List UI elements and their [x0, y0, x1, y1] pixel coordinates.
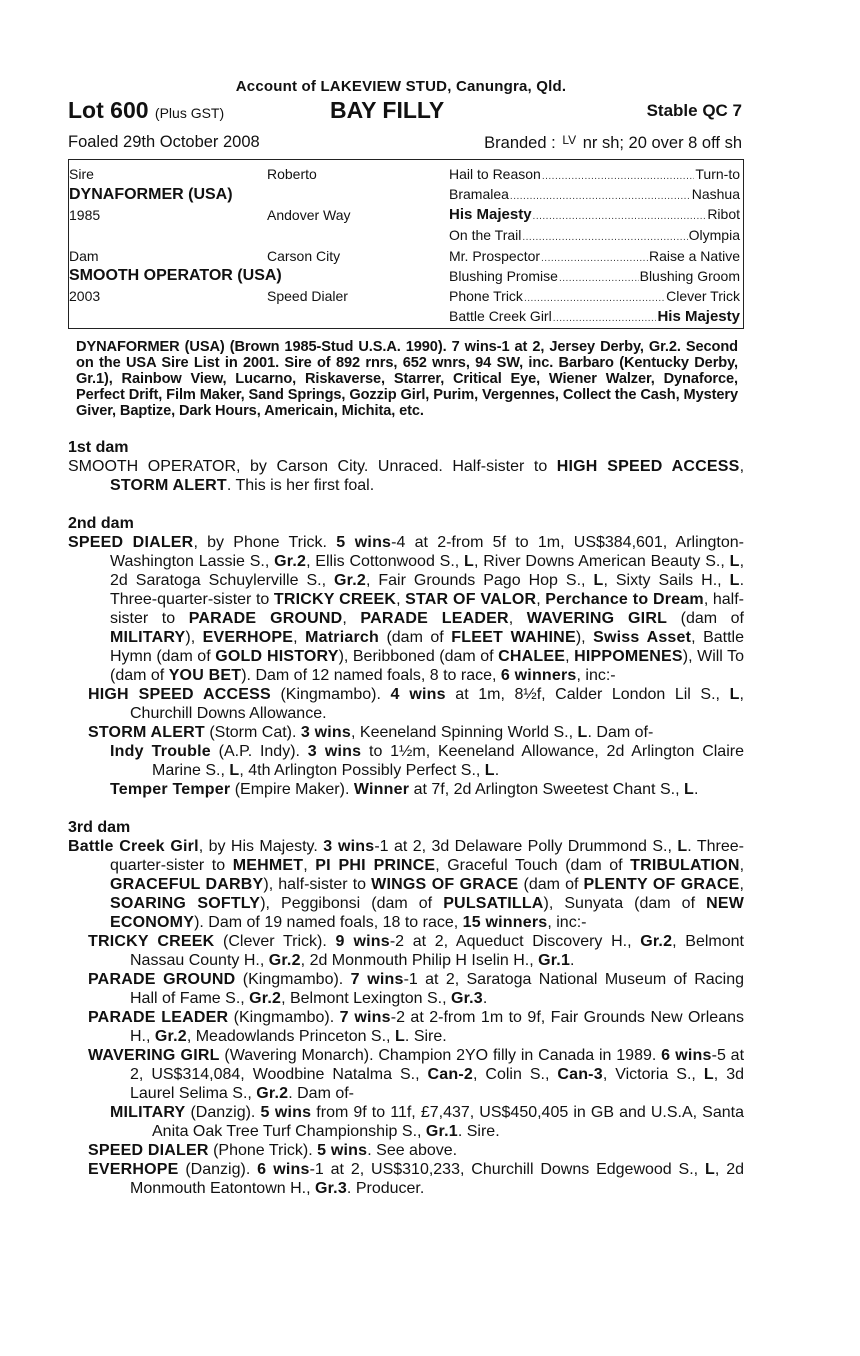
- dam-year: 2003: [69, 288, 101, 304]
- ancestor-name: His Majesty: [449, 206, 532, 223]
- family-entry: HIGH SPEED ACCESS (Kingmambo). 4 wins at 1m, 8½f, Calder London Lil S., L, Churchill Downs Allowance.: [88, 686, 744, 722]
- lot-line: [68, 97, 744, 127]
- family-entry: SMOOTH OPERATOR, by Carson City. Unraced. Half-sister to HIGH SPEED ACCESS, STORM ALERT. This is her first foal.: [68, 458, 745, 494]
- ancestor-name: Battle Creek Girl: [449, 308, 552, 324]
- catalogue-page: [68, 78, 744, 1198]
- sire-name: DYNAFORMER (USA): [69, 186, 233, 203]
- pedigree-table: [68, 159, 744, 329]
- family-entry: PARADE LEADER (Kingmambo). 7 wins-2 at 2-from 1m to 9f, Fair Grounds New Orleans H., Gr.2, Meadowlands Princeton S., L. Sire.: [88, 1009, 744, 1045]
- dam-label: Dam: [69, 248, 99, 264]
- family-entry: SPEED DIALER, by Phone Trick. 5 wins-4 at 2-from 5f to 1m, US$384,601, Arlington-Washington Lassie S., Gr.2, Ellis Cottonwood S., L, River Downs American Beauty S., L, 2d Saratoga Schuylerville S., Gr.2, Fair Grounds Pago Hop S., L, Sixty Sails H., L. Three-quarter-sister to TRICKY CREEK, STAR OF VALOR, Perchance to Dream, half-sister to PARADE GROUND, PARADE LEADER, WAVERING GIRL (dam of MILITARY), EVERHOPE, Matriarch (dam of FLEET WAHINE), Swiss Asset, Battle Hymn (dam of GOLD HISTORY), Beribboned (dam of CHALEE, HIPPOMENES), Will To (dam of YOU BET). Dam of 12 named foals, 8 to race, 6 winners, inc:-: [68, 534, 745, 684]
- ancestor-row: [449, 166, 740, 182]
- ancestor-parent: Turn-to: [695, 166, 740, 182]
- ancestor-parent: Blushing Groom: [639, 268, 740, 284]
- section-heading: 1st dam: [68, 439, 129, 456]
- lot-label: Lot 600: [68, 97, 149, 123]
- foaled-date: Foaled 29th October 2008: [68, 133, 260, 151]
- branded-text: nr sh; 20 over 8 off sh: [582, 134, 742, 152]
- dam-sections: [68, 439, 744, 1198]
- gst-note: (Plus GST): [154, 105, 225, 121]
- dam-name: SMOOTH OPERATOR (USA): [69, 267, 282, 284]
- ancestor-name: On the Trail: [449, 227, 522, 243]
- family-entry: TRICKY CREEK (Clever Trick). 9 wins-2 at 2, Aqueduct Discovery H., Gr.2, Belmont Nassau County H., Gr.2, 2d Monmouth Philip H Iselin H., Gr.1.: [88, 933, 744, 969]
- ancestor-row: [449, 227, 740, 243]
- ancestor-name: Blushing Promise: [449, 268, 558, 284]
- ancestor-row: [449, 248, 740, 264]
- lot-number: [68, 97, 224, 124]
- horse-description: BAY FILLY: [330, 97, 445, 123]
- ancestor-parent: Raise a Native: [648, 248, 740, 264]
- ancestor-row: [449, 206, 740, 223]
- ancestor-row: [449, 308, 740, 325]
- family-entry: Battle Creek Girl, by His Majesty. 3 wins-1 at 2, 3d Delaware Polly Drummond S., L. Three-quarter-sister to MEHMET, PI PHI PRINCE, Graceful Touch (dam of TRIBULATION, GRACEFUL DARBY), half-sister to WINGS OF GRACE (dam of PLENTY OF GRACE, SOARING SOFTLY), Peggibonsi (dam of PULSATILLA), Sunyata (dam of NEW ECONOMY). Dam of 19 named foals, 18 to race, 15 winners, inc:-: [68, 838, 745, 931]
- section-heading: 3rd dam: [68, 819, 131, 836]
- family-entry: PARADE GROUND (Kingmambo). 7 wins-1 at 2, Saratoga National Museum of Racing Hall of Fame S., Gr.2, Belmont Lexington S., Gr.3.: [88, 971, 744, 1007]
- family-entry: MILITARY (Danzig). 5 wins from 9f to 11f, £7,437, US$450,405 in GB and U.S.A, Santa Anita Oak Tree Turf Championship S., Gr.1. Sire.: [110, 1104, 744, 1140]
- ancestor-parent: Ribot: [707, 206, 740, 222]
- family-entry: Temper Temper (Empire Maker). Winner at 7f, 2d Arlington Sweetest Chant S., L.: [110, 781, 699, 798]
- sire-year: 1985: [69, 207, 101, 223]
- branded-label: Branded :: [484, 134, 556, 152]
- sire-sire: Roberto: [267, 166, 317, 182]
- brand-mark-icon: LV: [562, 133, 577, 147]
- ancestor-row: [449, 288, 740, 304]
- dam-sire: Carson City: [267, 248, 341, 264]
- ancestor-row: [449, 186, 740, 202]
- ancestor-name: Hail to Reason: [449, 166, 541, 182]
- foal-line: [68, 129, 744, 155]
- ancestor-name: Phone Trick: [449, 288, 523, 304]
- ancestor-parent: Clever Trick: [666, 288, 740, 304]
- sire-label: Sire: [69, 166, 94, 182]
- vendor-account: Account of LAKEVIEW STUD, Canungra, Qld.: [235, 78, 567, 95]
- ancestor-parent: Nashua: [691, 186, 740, 202]
- sire-dam: Andover Way: [267, 207, 351, 223]
- sire-summary: DYNAFORMER (USA) (Brown 1985-Stud U.S.A. 1990). 7 wins-1 at 2, Jersey Derby, Gr.2. Second on the USA Sire List in 2001. Sire of 892 rnrs, 652 wnrs, 94 SW, inc. Barbaro (Kentucky Derby, Gr.1), Rainbow View, Lucarno, Riskaverse, Starrer, Critical Eye, Wiener Walzer, Dynaforce, Perfect Drift, Film Maker, Sand Springs, Gozzip Girl, Purim, Vergennes, Collect the Cash, Mystery Giver, Baptize, Dark Hours, Americain, Michita, etc.: [76, 339, 738, 419]
- ancestor-parent: Olympia: [688, 227, 740, 243]
- stable-number: Stable QC 7: [646, 101, 742, 120]
- ancestor-name: Mr. Prospector: [449, 248, 541, 264]
- dam-dam: Speed Dialer: [267, 288, 348, 304]
- ancestor-row: [449, 268, 740, 284]
- ancestor-name: Bramalea: [449, 186, 509, 202]
- section-heading: 2nd dam: [68, 515, 134, 532]
- family-entry: Indy Trouble (A.P. Indy). 3 wins to 1½m, Keeneland Allowance, 2d Arlington Claire Marine S., L, 4th Arlington Possibly Perfect S., L.: [110, 743, 744, 779]
- branded-info: [484, 133, 742, 153]
- family-entry: STORM ALERT (Storm Cat). 3 wins, Keeneland Spinning World S., L. Dam of-: [88, 724, 654, 741]
- family-entry: SPEED DIALER (Phone Trick). 5 wins. See above.: [88, 1142, 458, 1159]
- family-entry: EVERHOPE (Danzig). 6 wins-1 at 2, US$310,233, Churchill Downs Edgewood S., L, 2d Monmouth Eatontown H., Gr.3. Producer.: [88, 1161, 744, 1197]
- ancestor-parent: His Majesty: [657, 308, 740, 325]
- family-entry: WAVERING GIRL (Wavering Monarch). Champion 2YO filly in Canada in 1989. 6 wins-5 at 2, US$314,084, Woodbine Natalma S., Can-2, Colin S., Can-3, Victoria S., L, 3d Laurel Selima S., Gr.2. Dam of-: [88, 1047, 745, 1102]
